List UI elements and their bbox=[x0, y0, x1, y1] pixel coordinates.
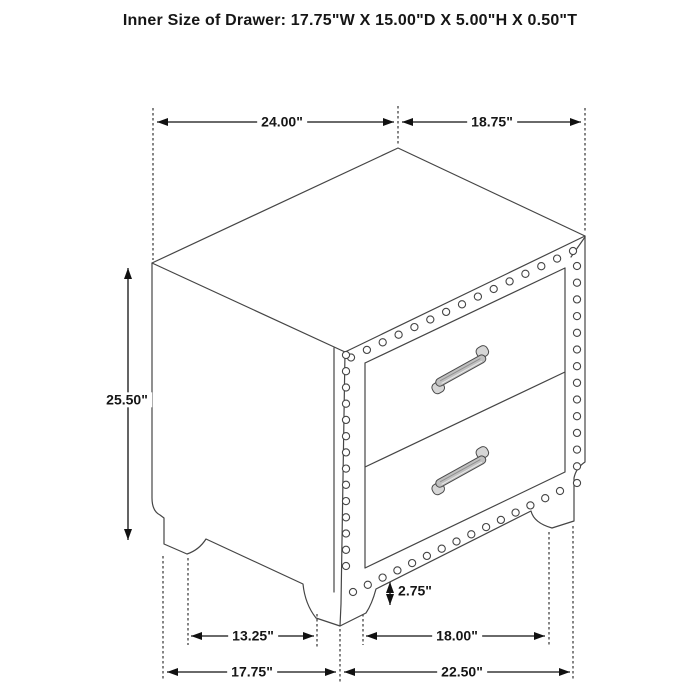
dim-label-base-side-depth: 17.75" bbox=[227, 664, 277, 679]
dim-label-leg-spacing-side: 13.25" bbox=[228, 628, 278, 643]
dim-label-base-front-width: 22.50" bbox=[437, 664, 487, 679]
dim-label-top-width: 24.00" bbox=[257, 114, 307, 129]
page-title: Inner Size of Drawer: 17.75"W X 15.00"D X 5.00"H X 0.50"T bbox=[122, 12, 578, 29]
drawer-handle-top bbox=[425, 344, 495, 395]
dim-label-top-depth: 18.75" bbox=[467, 114, 517, 129]
dim-label-leg-height: 2.75" bbox=[394, 583, 436, 598]
nightstand-body bbox=[152, 148, 585, 626]
nightstand-top-face bbox=[152, 148, 585, 352]
drawer-handle-bottom bbox=[425, 445, 495, 496]
dim-label-leg-spacing-front: 18.00" bbox=[432, 628, 482, 643]
dim-label-overall-height: 25.50" bbox=[102, 392, 152, 407]
